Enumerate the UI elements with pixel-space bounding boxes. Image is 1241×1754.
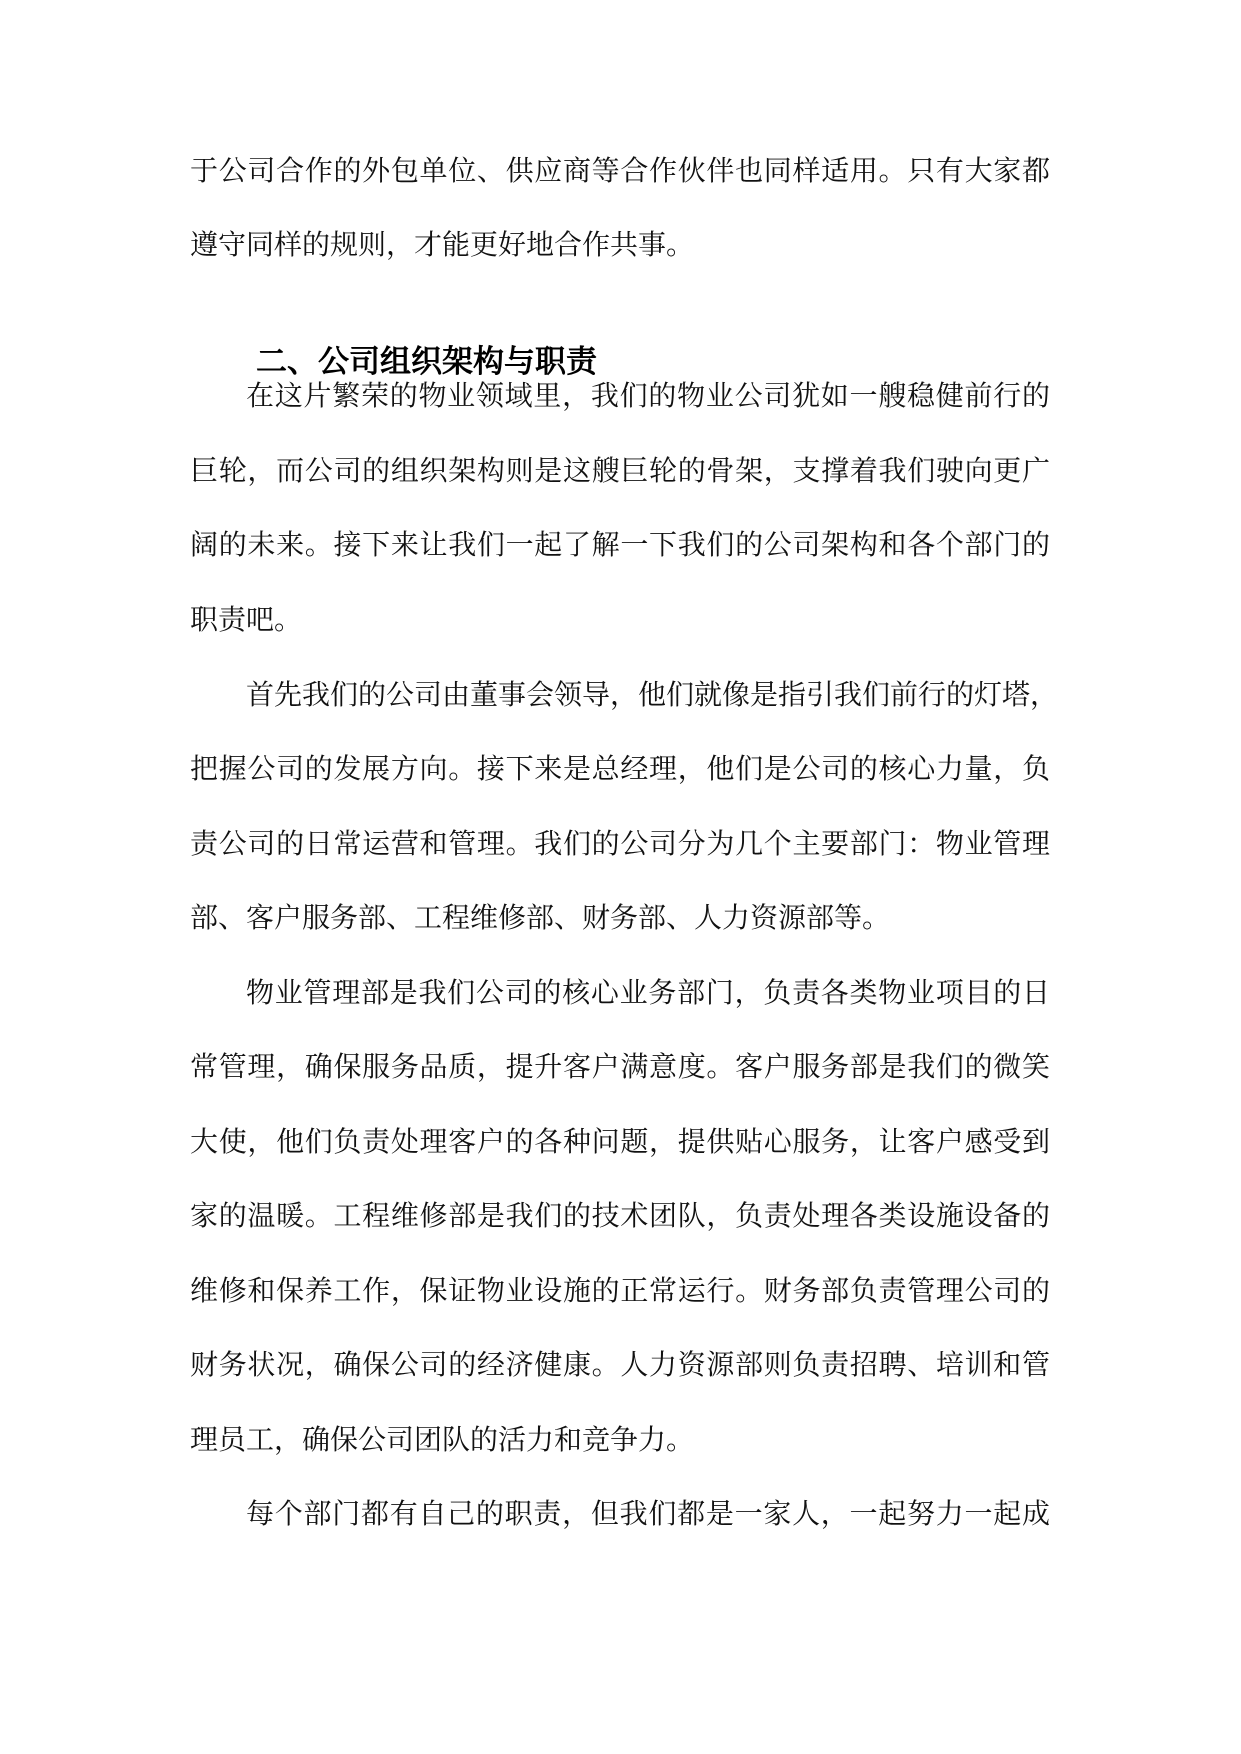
paragraph-1-line-3: 阔的未来。接下来让我们一起了解一下我们的公司架构和各个部门的 [190,528,1050,561]
paragraph-1-line-1: 在这片繁荣的物业领域里，我们的物业公司犹如一艘稳健前行的 [246,379,1050,412]
paragraph-1-line-2: 巨轮，而公司的组织架构则是这艘巨轮的骨架，支撑着我们驶向更广 [190,454,1050,487]
paragraph-3-line-6: 财务状况，确保公司的经济健康。人力资源部则负责招聘、培训和管 [190,1348,1050,1381]
intro-line-1: 于公司合作的外包单位、供应商等合作伙伴也同样适用。只有大家都 [190,154,1050,187]
paragraph-2-line-4: 部、客户服务部、工程维修部、财务部、人力资源部等。 [190,901,891,934]
paragraph-2-line-3: 责公司的日常运营和管理。我们的公司分为几个主要部门：物业管理 [190,827,1050,860]
paragraph-3-line-5: 维修和保养工作，保证物业设施的正常运行。财务部负责管理公司的 [190,1274,1050,1307]
paragraph-2-line-1: 首先我们的公司由董事会领导，他们就像是指引我们前行的灯塔， [246,678,1059,711]
intro-line-2: 遵守同样的规则，才能更好地合作共事。 [190,228,695,261]
paragraph-2-line-2: 把握公司的发展方向。接下来是总经理，他们是公司的核心力量，负 [190,752,1050,785]
paragraph-3-line-3: 大使，他们负责处理客户的各种问题，提供贴心服务，让客户感受到 [190,1125,1050,1158]
paragraph-3-line-2: 常管理，确保服务品质，提升客户满意度。客户服务部是我们的微笑 [190,1050,1050,1083]
paragraph-3-line-7: 理员工，确保公司团队的活力和竞争力。 [190,1423,695,1456]
paragraph-3-line-4: 家的温暖。工程维修部是我们的技术团队，负责处理各类设施设备的 [190,1199,1050,1232]
paragraph-4-line-1: 每个部门都有自己的职责，但我们都是一家人，一起努力一起成 [246,1497,1050,1530]
paragraph-3-line-1: 物业管理部是我们公司的核心业务部门，负责各类物业项目的日 [246,976,1050,1009]
paragraph-1-line-4: 职责吧。 [190,603,303,636]
section-heading: 二、公司组织架构与职责 [256,344,597,380]
